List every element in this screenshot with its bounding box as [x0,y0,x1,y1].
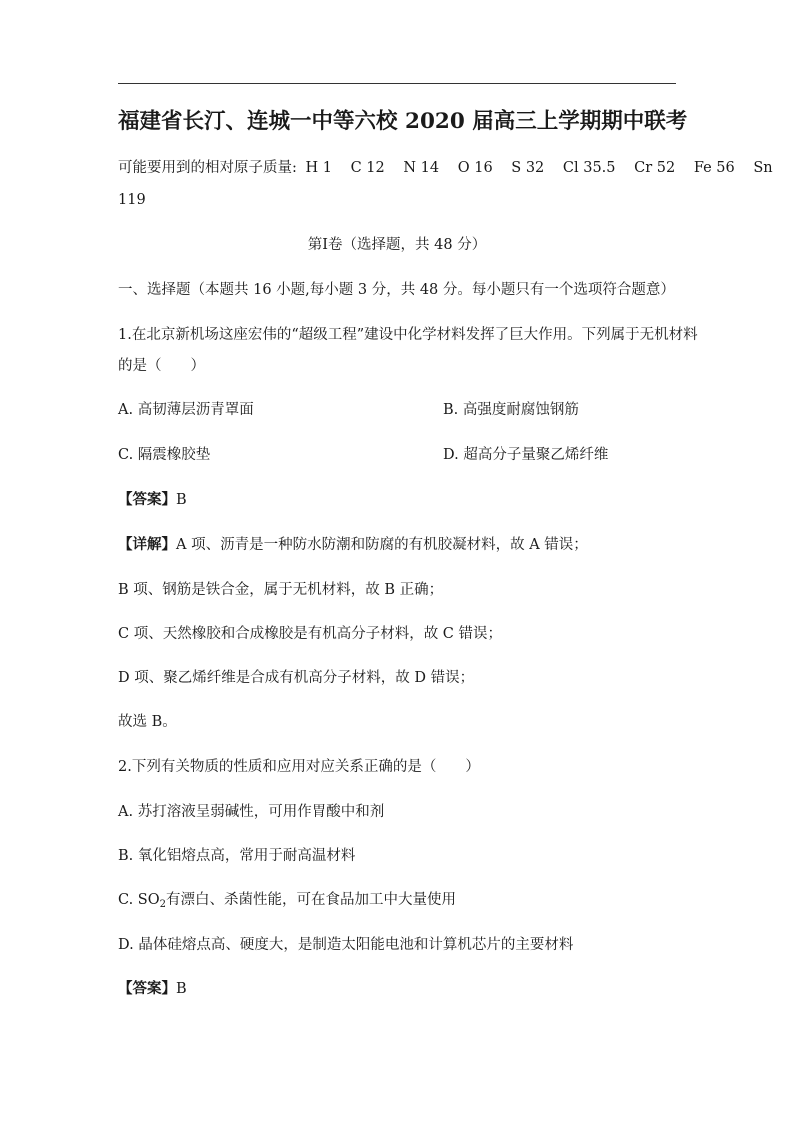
q2-option-a: A. 苏打溶液呈弱碱性，可用作胃酸中和剂 [118,804,385,820]
q1-detail-b: B 项、钢筋是铁合金，属于无机材料，故 B 正确； [118,582,444,598]
q2-option-c-suffix: 有漂白、杀菌性能，可在食品加工中大量使用 [166,892,456,908]
mass-sn: Sn [753,160,773,176]
mass-cr: Cr 52 [634,160,676,176]
q2-answer-label: 【答案】 [118,980,176,997]
q2-answer [118,979,187,999]
q1-detail-d: D 项、聚乙烯纤维是合成有机高分子材料，故 D 错误； [118,670,475,686]
q1-stem-line2: 的是（ ） [118,358,205,374]
mass-h: H 1 [305,160,332,176]
q1-answer [118,490,187,510]
atomic-mass-wrap: 119 [118,192,146,208]
q1-option-b: B. 高强度耐腐蚀钢筋 [443,402,579,418]
q1-detail-label: 【详解】 [118,536,176,553]
q1-stem-line1: 1.在北京新机场这座宏伟的“超级工程”建设中化学材料发挥了巨大作用。下列属于无机材料 [118,327,698,343]
q1-option-d: D. 超高分子量聚乙烯纤维 [443,447,609,463]
mass-o: O 16 [457,160,493,176]
q1-detail [118,535,588,555]
mass-n: N 14 [403,160,440,176]
mass-fe: Fe 56 [693,160,735,176]
atomic-mass-prefix: 可能要用到的相对原子质量: [118,160,297,176]
atomic-mass-line [118,158,787,178]
section-heading: 一、选择题（本题共 16 小题,每小题 3 分，共 48 分。每小题只有一个选项符合题意） [118,282,675,298]
mass-cl: Cl 35.5 [562,160,616,176]
q2-option-c-prefix: C. SO [118,892,160,908]
mass-s: S 32 [511,160,545,176]
header-rule [118,83,676,84]
mass-c: C 12 [350,160,385,176]
q1-answer-label: 【答案】 [118,491,176,508]
q2-option-c [118,890,456,915]
q1-detail-a: A 项、沥青是一种防水防潮和防腐的有机胶凝材料，故 A 错误； [176,537,588,553]
page-title: 福建省长汀、连城一中等六校 2020 届高三上学期期中联考 [118,109,688,134]
volume-heading: 第Ⅰ卷（选择题，共 48 分） [307,237,487,253]
q2-answer-value: B [176,981,187,997]
q1-answer-value: B [176,492,187,508]
q1-detail-c: C 项、天然橡胶和合成橡胶是有机高分子材料，故 C 错误； [118,626,503,642]
q1-option-c: C. 隔震橡胶垫 [118,447,211,463]
q2-stem: 2.下列有关物质的性质和应用对应关系正确的是（ ） [118,759,480,775]
q2-option-b: B. 氧化铝熔点高，常用于耐高温材料 [118,848,356,864]
q2-option-c-sub: 2 [159,899,166,910]
q1-conclusion: 故选 B。 [118,714,177,730]
q1-option-a: A. 高韧薄层沥青罩面 [118,402,254,418]
q2-option-d: D. 晶体硅熔点高、硬度大，是制造太阳能电池和计算机芯片的主要材料 [118,937,574,953]
